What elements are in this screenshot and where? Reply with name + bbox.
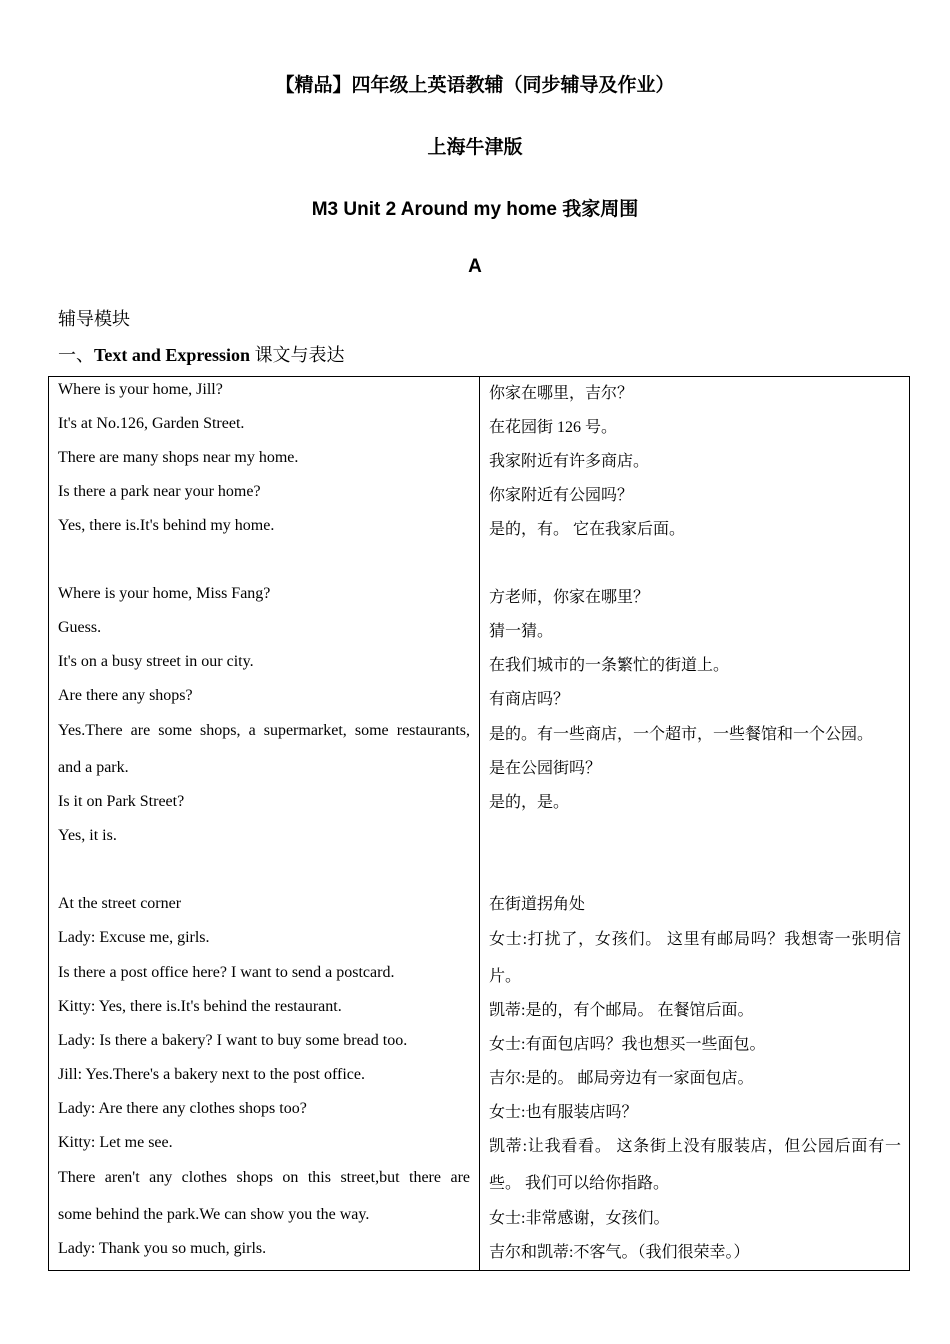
english-line: and a park.	[58, 759, 129, 776]
table-divider	[479, 377, 480, 1270]
english-line: Lady: Is there a bakery? I want to buy some bread too.	[58, 1032, 408, 1049]
chinese-line: 是的，有。 它在我家后面。	[489, 521, 686, 538]
english-line: At the street corner	[58, 895, 182, 912]
chinese-line: 是的，是。	[489, 794, 570, 811]
chinese-line: 你家附近有公园吗？	[489, 487, 634, 504]
chinese-line: 女士:非常感谢，女孩们。	[489, 1210, 670, 1227]
english-line: Jill: Yes.There's a bakery next to the post office.	[58, 1066, 365, 1083]
english-line: Lady: Are there any clothes shops too?	[58, 1100, 307, 1117]
english-line: Lady: Thank you so much, girls.	[58, 1240, 267, 1257]
english-line: Are there any shops?	[58, 687, 193, 704]
english-line: Where is your home, Miss Fang?	[58, 585, 271, 602]
section-heading	[58, 341, 345, 367]
chinese-line: 女士:也有服装店吗？	[489, 1104, 638, 1121]
chinese-line: 女士:打扰了，女孩们。 这里有邮局吗？我想寄一张明信	[489, 931, 901, 948]
section-prefix: 一、	[58, 345, 94, 365]
chinese-line: 女士:有面包店吗？我也想买一些面包。	[489, 1036, 766, 1053]
english-line: Yes, it is.	[58, 827, 117, 844]
english-line: Is it on Park Street?	[58, 793, 185, 810]
chinese-line: 你家在哪里，吉尔？	[489, 385, 634, 402]
chinese-line: 凯蒂:让我看看。 这条街上没有服装店，但公园后面有一	[489, 1138, 901, 1155]
english-line: some behind the park.We can show you the way.	[58, 1206, 370, 1223]
chinese-line: 在街道拐角处	[489, 896, 586, 913]
english-line: Is there a park near your home?	[58, 483, 261, 500]
english-line: Kitty: Yes, there is.It's behind the restaurant.	[58, 998, 342, 1015]
english-line: There are many shops near my home.	[58, 449, 299, 466]
english-line: There aren't any clothes shops on this street,but there are	[58, 1169, 470, 1186]
unit-title: M3 Unit 2 Around my home 我家周围	[311, 199, 639, 220]
chinese-line: 凯蒂:是的，有个邮局。 在餐馆后面。	[489, 1002, 754, 1019]
english-line: Kitty: Let me see.	[58, 1134, 173, 1151]
document-title: 【精品】四年级上英语教辅（同步辅导及作业）	[275, 75, 675, 96]
chinese-line: 吉尔和凯蒂:不客气。（我们很荣幸。）	[489, 1244, 750, 1261]
section-heading-bold: Text and Expression	[94, 345, 251, 365]
english-line: Guess.	[58, 619, 102, 636]
english-line: Where is your home, Jill?	[58, 381, 223, 398]
chinese-line: 是在公园街吗？	[489, 760, 602, 777]
chinese-line: 有商店吗？	[489, 691, 570, 708]
chinese-line: 我家附近有许多商店。	[489, 453, 650, 470]
english-line: It's on a busy street in our city.	[58, 653, 254, 670]
english-line: Yes, there is.It's behind my home.	[58, 517, 275, 534]
english-line: It's at No.126, Garden Street.	[58, 415, 245, 432]
chinese-line: 方老师，你家在哪里？	[489, 589, 650, 606]
english-line: Lady: Excuse me, girls.	[58, 929, 210, 946]
chinese-line: 猜一猜。	[489, 623, 554, 640]
chinese-line: 在我们城市的一条繁忙的街道上。	[489, 657, 730, 674]
chinese-line: 吉尔:是的。 邮局旁边有一家面包店。	[489, 1070, 754, 1087]
chinese-line: 是的。有一些商店，一个超市，一些餐馆和一个公园。	[489, 726, 874, 743]
chinese-line: 些。 我们可以给你指路。	[489, 1175, 670, 1192]
chinese-line: 片。	[489, 968, 522, 985]
module-label: 辅导模块	[58, 309, 130, 329]
english-line: Yes.There are some shops, a supermarket, some restaurants,	[58, 722, 470, 739]
part-title: A	[468, 256, 482, 277]
section-suffix: 课文与表达	[250, 345, 345, 365]
english-line: Is there a post office here? I want to send a postcard.	[58, 964, 395, 981]
edition-title: 上海牛津版	[427, 137, 523, 158]
text-expression-table	[48, 376, 910, 1271]
chinese-line: 在花园街 126 号。	[489, 419, 618, 436]
